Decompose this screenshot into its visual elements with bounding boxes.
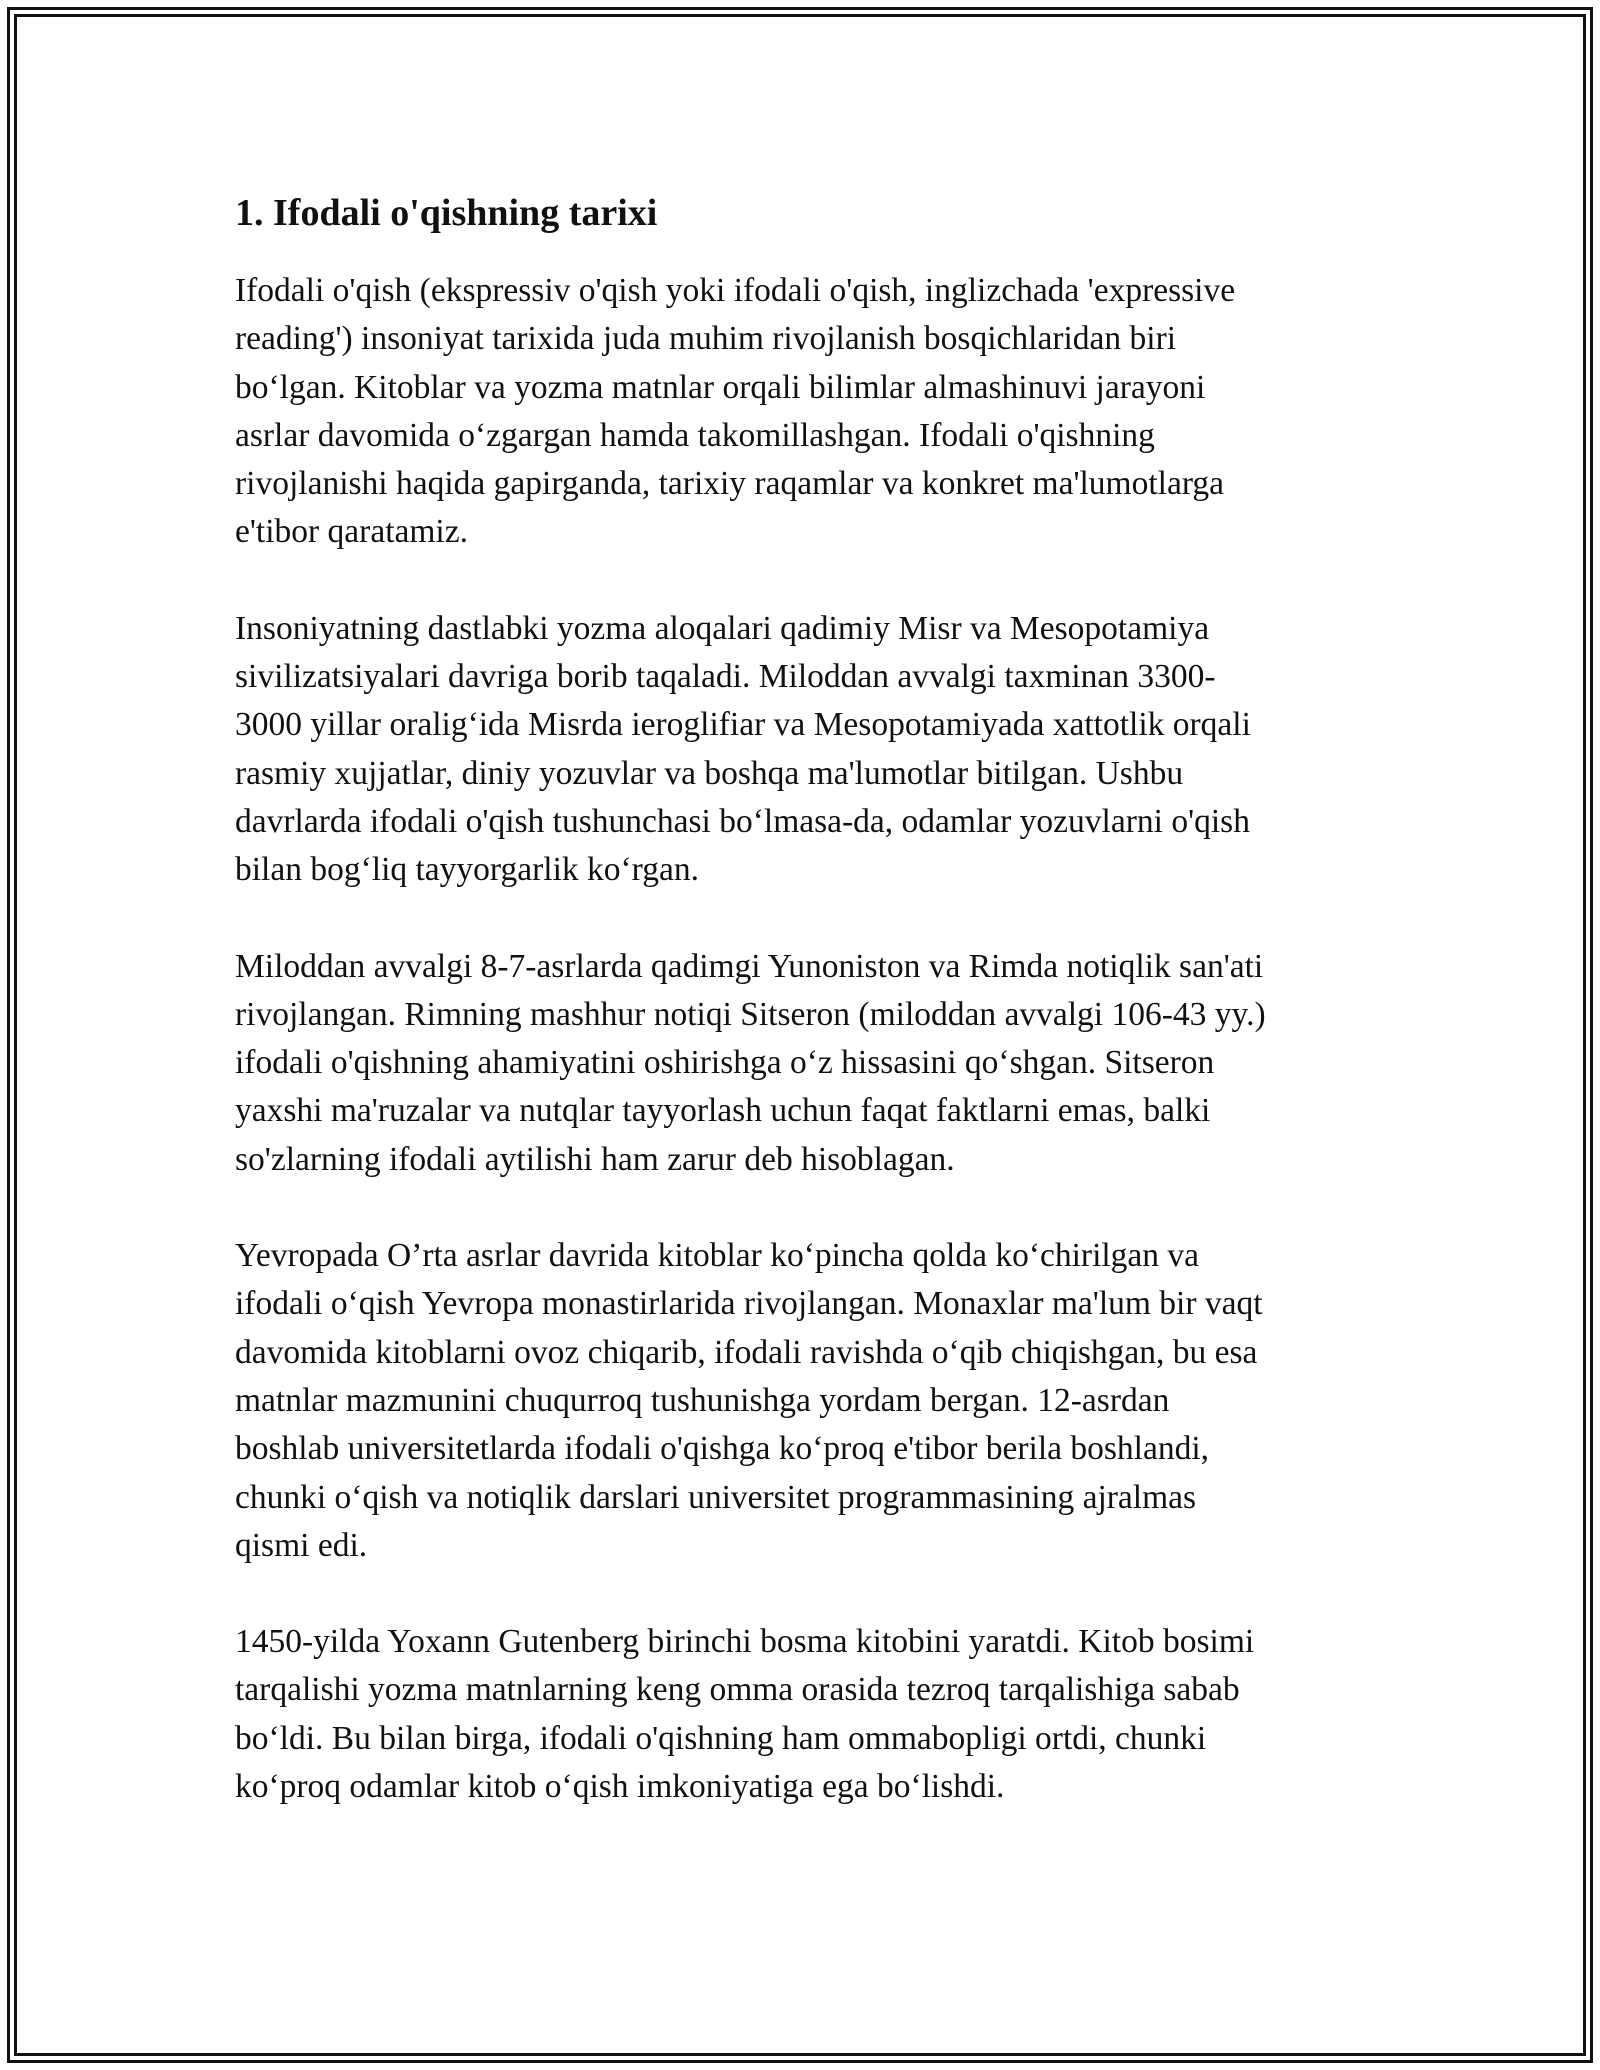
paragraph-history-intro: Ifodali o'qish (ekspressiv o'qish yoki ifodali o'qish, inglizchada 'expressive reading') insoniyat tarixida juda muhim rivojlanish bosqichlaridan biri bo‘lgan. Kitoblar va yozma matnlar orqali bilimlar almashinuvi jarayoni asrlar davomida o‘zgargan hamda takomillashgan. Ifodali o'qishning rivojlanishi haqida gapirganda, tarixiy raqamlar va konkret ma'lumotlarga e'tibor qaratamiz. xyxy=(235,272,1236,551)
paragraph-greece-rome: Miloddan avvalgi 8-7-asrlarda qadimgi Yunoniston va Rimda notiqlik san'ati rivojlangan. Rimning mashhur notiqi Sitseron (miloddan avvalgi 106-43 yy.) ifodali o'qishning ahamiyatini oshirishga o‘z hissasini qo‘shgan. Sitseron yaxshi ma'ruzalar va nutqlar tayyorlash uchun faqat faktlarni emas, balki so'zlarning ifodali aytilishi ham zarur deb hisoblagan. xyxy=(235,947,1266,1178)
paragraph-gutenberg: 1450-yilda Yoxann Gutenberg birinchi bosma kitobini yaratdi. Kitob bosimi tarqalishi yozma matnlarning keng omma orasida tezroq tarqalishiga sabab bo‘ldi. Bu bilan birga, ifodali o'qishning ham ommabopligi ortdi, chunki ko‘proq odamlar kitob o‘qish imkoniyatiga ega bo‘lishdi. xyxy=(235,1623,1255,1806)
paragraph-ancient-writing: Insoniyatning dastlabki yozma aloqalari qadimiy Misr va Mesopotamiya sivilizatsiyalari davriga borib taqaladi. Miloddan avvalgi taxminan 3300- 3000 yillar oralig‘ida Misrda ieroglifiar va Mesopotamiyada xattotlik orqali rasmiy xujjatlar, diniy yozuvlar va boshqa ma'lumotlar bitilgan. Ushbu davrlarda ifodali o'qish tushunchasi bo‘lmasa-da, odamlar yozuvlarni o'qish bilan bog‘liq tayyorgarlik ko‘rgan. xyxy=(235,609,1251,889)
section-title: 1. Ifodali o'qishning tarixi xyxy=(235,192,658,234)
paragraph-middle-ages: Yevropada O’rta asrlar davrida kitoblar ko‘pincha qolda ko‘chirilgan va ifodali o‘qish Yevropa monastirlarida rivojlangan. Monaxlar ma'lum bir vaqt davomida kitoblarni ovoz chiqarib, ifodali ravishda o‘qib chiqishgan, bu esa matnlar mazmunini chuqurroq tushunishga yordam bergan. 12-asrdan boshlab universitetlarda ifodali o'qishga ko‘proq e'tibor berila boshlandi, chunki o‘qish va notiqlik darslari universitet programmasining ajralmas qismi edi. xyxy=(235,1237,1263,1564)
document-body xyxy=(235,185,1375,1859)
